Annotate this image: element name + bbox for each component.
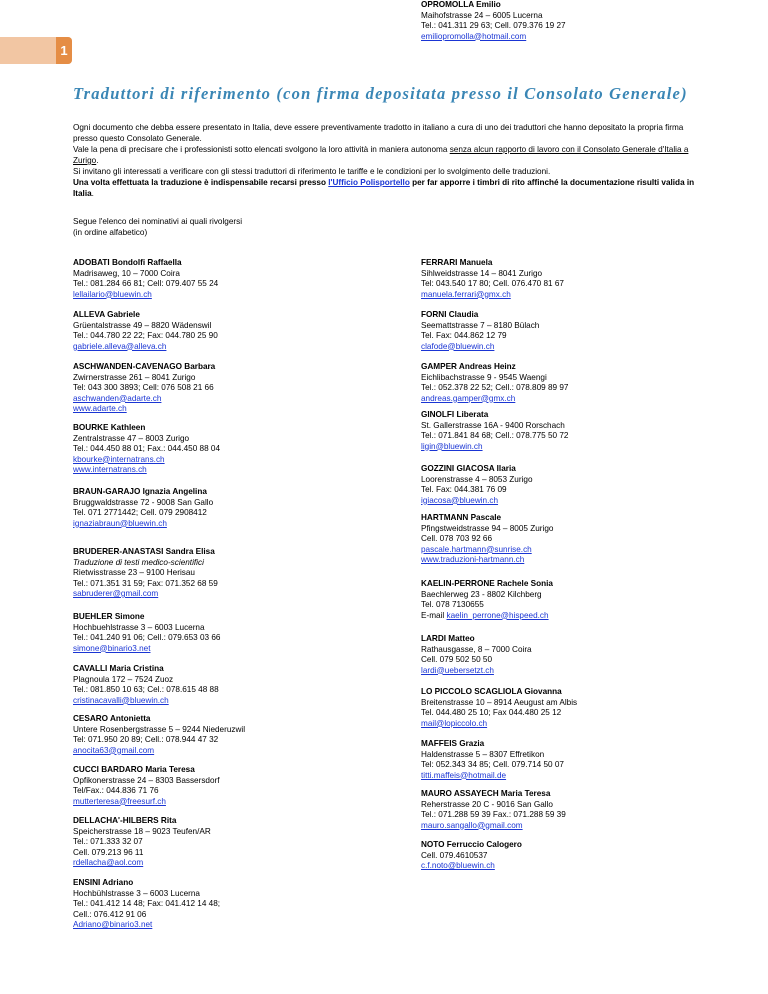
translator-name: GINOLFI Liberata: [421, 410, 489, 419]
translator-entry: [73, 878, 393, 931]
translator-entry: [421, 258, 741, 300]
translator-entry: [73, 612, 393, 654]
intro-p3: Si invitano gli interessati a verificare con gli stessi traduttori di riferimento le tariffe e le condizioni per lo svolgimento delle traduzioni.: [73, 167, 551, 176]
translator-entry: [73, 765, 393, 807]
intro-p4-end: .: [91, 189, 94, 198]
translator-entry: [73, 547, 393, 600]
translator-address: Baechlerweg 23 - 8802 Kilchberg: [421, 589, 542, 599]
list-intro-line-1: Segue l'elenco dei nominativi ai quali rivolgersi: [73, 217, 243, 226]
translator-email-link[interactable]: ligin@bluewin.ch: [421, 441, 483, 451]
intro-p4-text: Una volta effettuata la traduzione è indispensabile recarsi presso: [73, 178, 329, 187]
translator-address: Sihlweidstrasse 14 – 8041 Zurigo: [421, 268, 543, 278]
translator-address: Rietwisstrasse 23 – 9100 Herisau: [73, 568, 195, 577]
list-intro: [73, 216, 242, 238]
translator-name: BOURKE Kathleen: [73, 423, 146, 432]
translator-email-link[interactable]: aschwanden@adarte.ch: [73, 393, 162, 403]
translator-email-link[interactable]: Adriano@binario3.net: [73, 920, 153, 929]
translator-email-link[interactable]: titti.maffeis@hotmail.de: [421, 770, 507, 780]
translator-name: CESARO Antonietta: [73, 714, 151, 723]
translator-email-link[interactable]: emiliopromolla@hotmail.com: [421, 31, 527, 41]
translator-email-link[interactable]: gabriele.alleva@alleva.ch: [73, 341, 167, 351]
translator-entry: [421, 0, 741, 42]
translator-name: BUEHLER Simone: [73, 612, 145, 621]
translator-phone: Tel.: 071.288 59 39 Fax.: 071.288 59 39: [421, 810, 566, 819]
translator-email-link[interactable]: manuela.ferrari@gmx.ch: [421, 289, 511, 299]
translator-email-link: [421, 611, 741, 622]
translator-email-link[interactable]: ignaziabraun@bluewin.ch: [73, 518, 167, 528]
translator-phone: Tel. 078 7130655: [421, 600, 484, 609]
translator-entry: [421, 310, 741, 352]
translator-address: Pfingstweidstrasse 94 – 8005 Zurigo: [421, 523, 554, 533]
translator-phone: Tel.: 081.284 66 81; Cell: 079.407 55 24: [73, 279, 219, 288]
intro-p2-text: Vale la pena di precisare che i professionisti sotto elencati svolgono la loro attività in maniera autonoma: [73, 145, 450, 154]
translator-phone: Tel.: 071.333 32 07: [73, 837, 143, 846]
translator-website-link[interactable]: www.adarte.ch: [73, 404, 127, 413]
translator-entry: [73, 423, 393, 476]
translator-phone: Tel.: 044.780 22 22; Fax: 044.780 25 90: [73, 331, 218, 340]
translator-address: Zwirnerstrasse 261 – 8041 Zurigo: [73, 372, 196, 382]
translator-name: NOTO Ferruccio Calogero: [421, 840, 522, 849]
translator-address: Madrisaweg, 10 – 7000 Coira: [73, 268, 180, 278]
translator-address: Haldenstrasse 5 – 8307 Effretikon: [421, 749, 545, 759]
translator-address: Zentralstrasse 47 – 8003 Zurigo: [73, 433, 190, 443]
translator-name: LARDI Matteo: [421, 634, 475, 643]
translator-name: BRUDERER-ANASTASI Sandra Elisa: [73, 547, 215, 556]
translator-name: MAFFEIS Grazia: [421, 739, 485, 748]
translator-entry: [421, 840, 741, 872]
translator-phone: Tel: 043 300 3893; Cell: 076 508 21 66: [73, 383, 214, 392]
page-title: Traduttori di riferimento (con firma depositata presso il Consolato Generale): [73, 84, 688, 103]
polisportello-link[interactable]: l'Ufficio Polisportello: [328, 178, 410, 187]
translator-email-link[interactable]: andreas.gamper@gmx.ch: [421, 393, 516, 403]
translator-phone: Tel.: 071.841 84 68; Cell.: 078.775 50 72: [421, 431, 569, 440]
translator-cell: Cell.: 076.412 91 06: [73, 909, 147, 919]
translator-entry: [73, 816, 393, 869]
translator-address: Hochbühlstrasse 3 – 6003 Lucerna: [73, 888, 200, 898]
translator-phone: Tel.: 071.351 31 59; Fax: 071.352 68 59: [73, 578, 218, 588]
translator-name: FORNI Claudia: [421, 310, 479, 319]
translator-website-link[interactable]: www.traduzioni-hartmann.ch: [421, 555, 525, 564]
translator-address: Loorenstrasse 4 – 8053 Zurigo: [421, 474, 533, 484]
translator-entry: [73, 258, 393, 300]
translator-email-link[interactable]: rdellacha@aol.com: [73, 858, 144, 867]
translator-entry: [421, 464, 741, 506]
translator-phone: Tel.: 041.412 14 48; Fax: 041.412 14 48;: [73, 899, 221, 908]
translator-email-link[interactable]: lardi@uebersetzt.ch: [421, 665, 494, 675]
translator-address: Eichlibachstrasse 9 - 9545 Waengi: [421, 372, 547, 382]
translator-email-link[interactable]: sabruderer@gmail.com: [73, 589, 159, 598]
translator-name: ADOBATI Bondolfi Raffaella: [73, 258, 182, 267]
translator-email-link[interactable]: igiacosa@bluewin.ch: [421, 495, 499, 505]
translator-address: Maihofstrasse 24 – 6005 Lucerna: [421, 10, 543, 20]
intro-p2-underlined: senza alcun rapporto di lavoro con il Consolato Generale d'Italia a Zurigo: [73, 145, 689, 165]
translator-phone: Tel.: 041.240 91 06; Cell.: 079.653 03 66: [73, 633, 221, 642]
translator-address: Hochbuehlstrasse 3 – 6003 Lucerna: [73, 622, 205, 632]
translator-name: CAVALLI Maria Cristina: [73, 664, 164, 673]
translator-name: ENSINI Adriano: [73, 878, 134, 887]
translator-entry: [421, 687, 741, 729]
intro-text: [73, 122, 703, 199]
translator-name: BRAUN-GARAJO Ignazia Angelina: [73, 487, 207, 496]
page-number: 1: [56, 37, 72, 64]
translator-email-link-label: E-mail: [421, 610, 447, 620]
translator-address: Opfikonerstrasse 24 – 8303 Bassersdorf: [73, 775, 220, 785]
translator-entry: [421, 789, 741, 831]
translator-address: Grüentalstrasse 49 – 8820 Wädenswil: [73, 320, 212, 330]
translator-address: Cell. 079.4610537: [421, 850, 488, 860]
translator-address: Reherstrasse 20 C - 9016 San Gallo: [421, 799, 553, 809]
translator-email-link[interactable]: simone@binario3.net: [73, 643, 151, 653]
translator-address: Plagnoula 172 – 7524 Zuoz: [73, 674, 174, 684]
translator-name: OPROMOLLA Emilio: [421, 0, 501, 9]
translator-name: FERRARI Manuela: [421, 258, 493, 267]
translator-phone: Tel: 071.950 20 89; Cell.: 078.944 47 32: [73, 735, 219, 744]
translator-email-link[interactable]: pascale.hartmann@sunrise.ch: [421, 544, 532, 554]
translator-address: Speicherstrasse 18 – 9023 Teufen/AR: [73, 826, 211, 836]
intro-p4: [73, 177, 703, 199]
translator-address: Rathausgasse, 8 – 7000 Coira: [421, 644, 532, 654]
translator-entry: [421, 739, 741, 781]
translator-phone: Tel: 043.540 17 80; Cell. 076.470 81 67: [421, 279, 564, 288]
intro-p2: [73, 144, 703, 166]
translator-entry: [421, 513, 741, 566]
translator-entry: [421, 410, 741, 452]
translator-website-link[interactable]: www.internatrans.ch: [73, 465, 147, 474]
intro-p2-end: .: [96, 156, 99, 165]
translator-email-link[interactable]: mail@lopiccolo.ch: [421, 718, 488, 728]
translator-phone: Cell. 078 703 92 66: [421, 534, 493, 543]
translator-email-link[interactable]: mutterteresa@freesurf.ch: [73, 796, 166, 806]
translator-cell: Cell. 079.213 96 11: [73, 847, 144, 857]
translator-phone: Tel/Fax.: 044.836 71 76: [73, 786, 159, 795]
translator-specialty: Traduzione di testi medico-scientifici: [73, 557, 204, 567]
translator-name: HARTMANN Pascale: [421, 513, 502, 522]
page-number-tab: [0, 37, 72, 64]
translator-entry: [421, 634, 741, 676]
translator-address: Untere Rosenbergstrasse 5 – 9244 Niederuzwil: [73, 724, 246, 734]
translator-email-link-value[interactable]: kaelin_perrone@hispeed.ch: [446, 610, 549, 620]
translator-phone: Tel.: 041.311 29 63; Cell. 079.376 19 27: [421, 21, 566, 30]
translator-phone: Tel. 044.480 25 10; Fax 044.480 25 12: [421, 708, 562, 717]
translator-entry: [73, 714, 393, 756]
intro-p1: Ogni documento che debba essere presentato in Italia, deve essere preventivamente tradotto in italiano a cura di uno dei traduttori che hanno depositato la propria firma presso questo Consolato Generale.: [73, 123, 684, 143]
translator-address: Bruggwaldstrasse 72 - 9008 San Gallo: [73, 497, 214, 507]
translator-phone: Tel. Fax: 044.381 76 09: [421, 485, 507, 494]
translator-phone: Tel. 071 2771442; Cell. 079 2908412: [73, 508, 207, 517]
translator-address: St. Gallerstrasse 16A - 9400 Rorschach: [421, 420, 565, 430]
translator-phone: Tel.: 044.450 88 01; Fax.: 044.450 88 04: [73, 444, 221, 453]
translator-name: LO PICCOLO SCAGLIOLA Giovanna: [421, 687, 562, 696]
translator-address: Seemattstrasse 7 – 8180 Bülach: [421, 320, 540, 330]
translator-name: GAMPER Andreas Heinz: [421, 362, 516, 371]
translator-email-link[interactable]: mauro.sangallo@gmail.com: [421, 820, 523, 830]
translator-entry: [421, 362, 741, 404]
translator-name: ASCHWANDEN-CAVENAGO Barbara: [73, 362, 216, 371]
translator-name: ALLEVA Gabriele: [73, 310, 140, 319]
translator-phone: Tel.: 081.850 10 63; Cel.: 078.615 48 88: [73, 685, 219, 694]
translator-phone: Tel.: 052.378 22 52; Cell.: 078.809 89 97: [421, 383, 569, 392]
translator-name: GOZZINI GIACOSA Ilaria: [421, 464, 516, 473]
translator-email-link[interactable]: cristinacavalli@bluewin.ch: [73, 695, 169, 705]
translator-email-link[interactable]: anocita63@gmail.com: [73, 745, 155, 755]
translator-name: CUCCI BARDARO Maria Teresa: [73, 765, 195, 774]
translator-entry: [73, 362, 393, 415]
translator-entry: [421, 579, 741, 621]
translator-address: Breitenstrasse 10 – 8914 Aeugust am Albis: [421, 697, 578, 707]
translator-phone: Cell. 079 502 50 50: [421, 655, 493, 664]
translator-phone: Tel. Fax: 044.862 12 79: [421, 331, 507, 340]
translator-email-link[interactable]: c.f.noto@bluewin.ch: [421, 861, 495, 870]
translator-entry: [73, 664, 393, 706]
translator-email-link[interactable]: lellailario@bluewin.ch: [73, 289, 152, 299]
list-intro-line-2: (in ordine alfabetico): [73, 228, 148, 237]
translator-email-link[interactable]: clafode@bluewin.ch: [421, 341, 495, 351]
translator-name: DELLACHA'-HILBERS Rita: [73, 816, 177, 825]
translator-entry: [73, 310, 393, 352]
translator-name: KAELIN-PERRONE Rachele Sonia: [421, 579, 553, 588]
intro-p4-text-2: per far apporre i timbri di rito affinché la documentazione risulti valida in Italia: [73, 178, 695, 198]
translator-email-link[interactable]: kbourke@internatrans.ch: [73, 454, 165, 464]
translator-name: MAURO ASSAYECH Maria Teresa: [421, 789, 551, 798]
translator-phone: Tel: 052.343 34 85; Cell. 079.714 50 07: [421, 760, 564, 769]
translator-entry: [73, 487, 393, 529]
